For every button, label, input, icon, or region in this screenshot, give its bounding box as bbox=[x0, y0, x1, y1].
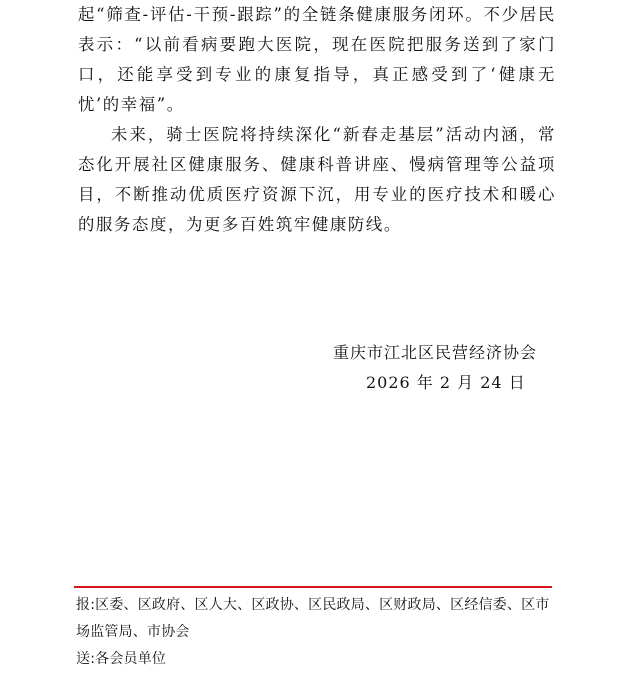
signature-organization: 重庆市江北区民营经济协会 bbox=[333, 343, 538, 362]
body-paragraph-2: 未来，骑士医院将持续深化“新春走基层”活动内涵，常态化开展社区健康服务、健康科普讲座、慢病管理等公益项目，不断推动优质医疗资源下沉，用专业的医疗技术和暖心的服务态度，为更多百姓筑牢健康防线。 bbox=[78, 125, 556, 234]
distribution-song-line: 送:各会员单位 bbox=[76, 651, 167, 667]
body-paragraph-1: 起“筛查-评估-干预-跟踪”的全链条健康服务闭环。不少居民表示：“以前看病要跑大医院，现在医院把服务送到了家门口，还能享受到专业的康复指导，真正感受到了‘健康无忧’的幸福”。 bbox=[78, 5, 556, 114]
distribution-bao-line: 报:区委、区政府、区人大、区政协、区民政局、区财政局、区经信委、区市场监管局、市协会 bbox=[76, 597, 550, 640]
signature-date: 2026 年 2 月 24 日 bbox=[366, 373, 526, 392]
red-divider-line bbox=[74, 586, 552, 588]
